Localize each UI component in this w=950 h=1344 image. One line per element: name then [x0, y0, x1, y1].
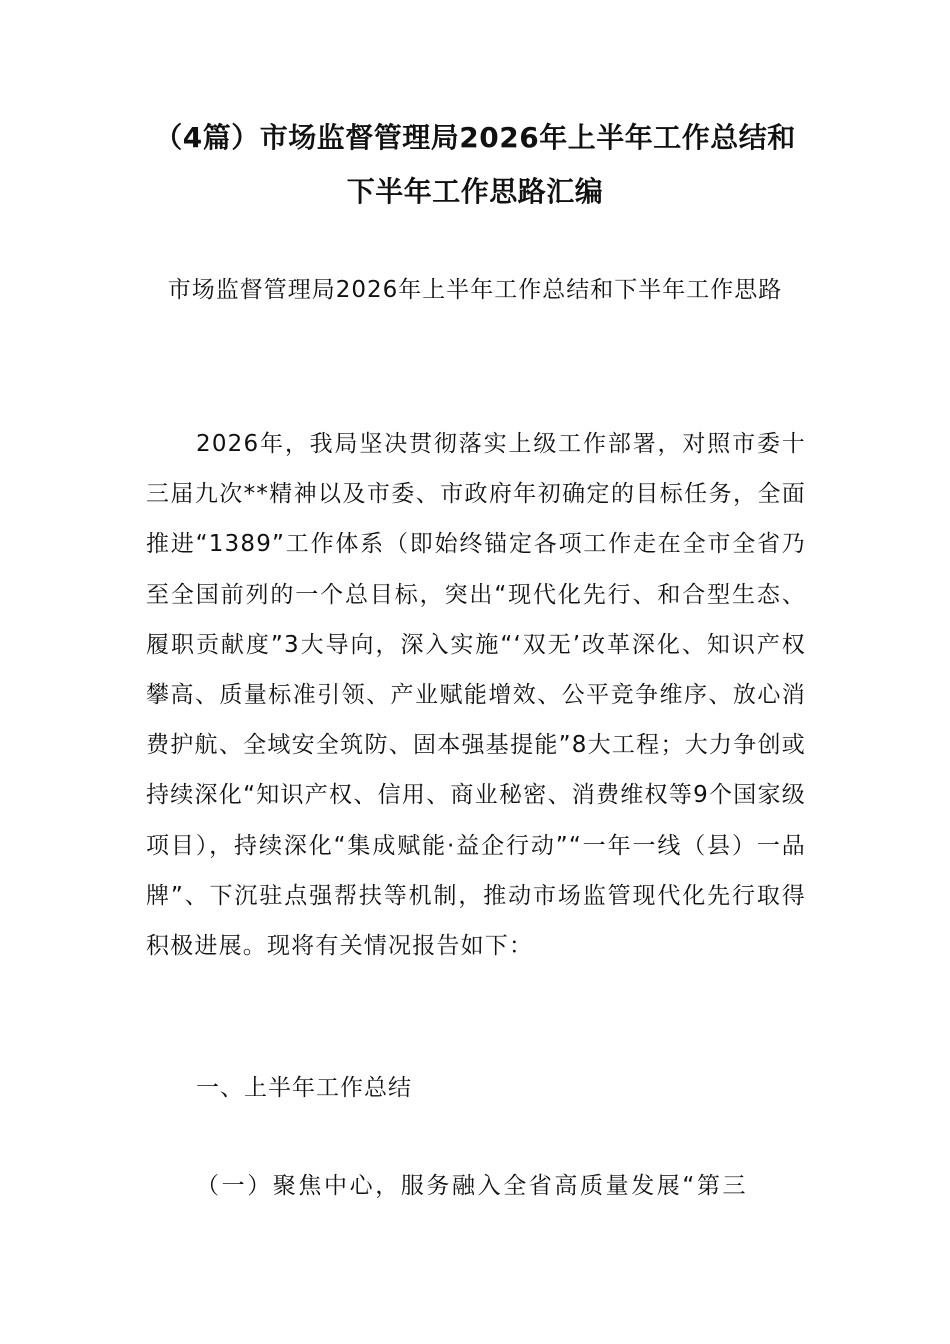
document-title-line-2: 下半年工作思路汇编	[346, 175, 604, 208]
subsection-heading: （一）聚焦中心，服务融入全省高质量发展“第三	[196, 1173, 749, 1199]
document-subtitle: 市场监督管理局2026年上半年工作总结和下半年工作思路	[167, 277, 783, 303]
section-heading: 一、上半年工作总结	[196, 1075, 412, 1101]
intro-paragraph: 2026年，我局坚决贯彻落实上级工作部署，对照市委十三届九次**精神以及市委、市政府年初确定的目标任务，全面推进“1389”工作体系（即始终锚定各项工作走在全市全省乃至全国前列的一个总目标，突出“现代化先行、和合型生态、履职贡献度”3大导向，深入实施“‘双无’改革深化、知识产权攀高、质量标准引领、产业赋能增效、公平竞争维序、放心消费护航、全域安全筑防、固本强基提能”8大工程；大力争创或持续深化“知识产权、信用、商业秘密、消费维权等9个国家级项目），持续深化“集成赋能·益企行动”“一年一线（县）一品牌”、下沉驻点强帮扶等机制，推动市场监管现代化先行取得积极进展。现将有关情况报告如下：	[146, 431, 806, 960]
document-title-line-1: （4篇）市场监督管理局2026年上半年工作总结和	[154, 121, 796, 154]
